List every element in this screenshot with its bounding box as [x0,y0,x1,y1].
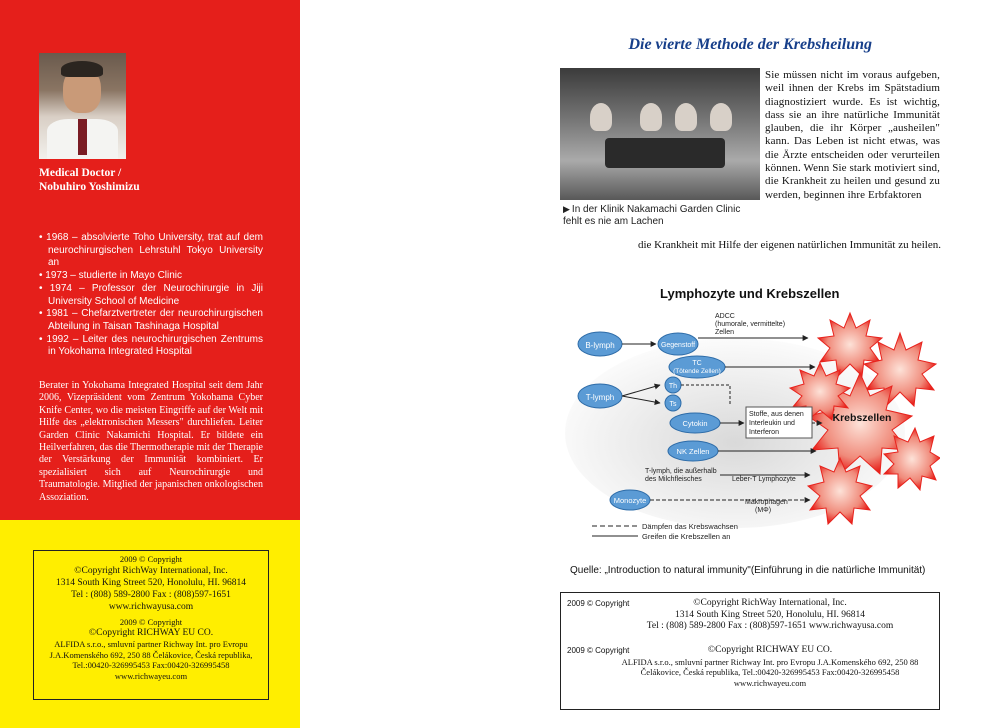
copyright-year: 2009 © Copyright [567,599,630,608]
copyright-line: 2009 © Copyright [119,616,183,627]
career-item: • 1968 – absolvierte Toho University, trat auf dem neurochirurgischen Lehrstuhl Tokyo University an [39,232,263,269]
doctor-title: Medical Doctor / [39,167,122,179]
diagram-title: Lymphozyte und Krebszellen [660,286,840,301]
cytokine-box-line: Stoffe, aus denen [749,411,804,418]
doctor-name: Nobuhiro Yoshimizu [39,181,140,193]
left-panel [0,0,300,728]
copyright-line: ©Copyright RICHWAY EU CO. [707,645,833,655]
copyright-line: ©Copyright RICHWAY EU CO. [88,628,214,638]
copyright-line: ©Copyright RichWay International, Inc. [693,598,847,608]
copyright-line: 1314 South King Street 520, Honolulu, HI. 96814 [675,609,865,620]
b-lymph-label: B-lymph [585,341,615,350]
t-lymph-outside-label: des Milchfleisches [645,476,702,483]
copyright-line: ©Copyright RichWay International, Inc. [74,565,228,576]
liver-t-label: Leber-T Lymphozyte [732,476,796,483]
nk-label: NK Zellen [676,447,710,456]
legend-solid-label: Greifen die Krebszellen an [642,532,731,541]
adcc-sublabel: Zellen [715,329,735,336]
ts-label: Ts [669,401,677,408]
career-item: • 1992 – Leiter des neurochirurgischen Zentrums in Yokohama Integrated Hospital [39,333,263,358]
copyright-line: www.richwayeu.com [114,670,188,681]
intro-last-line: die Krankheit mit Hilfe der eigenen natürlichen Immunität zu heilen. [637,239,941,251]
copyright-line: Tel : (808) 589-2800 Fax : (808)597-1651 [71,589,231,600]
copyright-line: Čelákovice, Česká republika, Tel.:00420-326995453 Fax:00420-326995458 [640,667,900,677]
copyright-line: 1314 South King Street 520, Honolulu, HI. 96814 [56,577,246,588]
copyright-line: ALFIDA s.r.o., smluvní partner Richway Int. pro Evropu J.A.Komenského 692, 250 88 [621,656,919,667]
cancer-cells-label: Krebszellen [832,412,892,424]
career-item: • 1973 – studierte in Mayo Clinic [39,270,183,282]
antibody-label: Gegenstoff [660,342,696,349]
cytokin-label: Cytokin [682,419,708,428]
copyright-box-left [33,550,269,700]
copyright-line: Tel : (808) 589-2800 Fax : (808)597-1651 www.richwayusa.com [646,621,894,631]
t-lymph-label: T-lymph [585,393,615,402]
portrait-tie [78,119,87,155]
page-title: Die vierte Methode der Krebsheilung [628,36,872,53]
bio-paragraph: Berater in Yokohama Integrated Hospital seit dem Jahr 2006, Vizepräsident vom Zentrum Yokohama Cyber Knife Center, wo die meisten Eingriffe auf der Welt mit Hilfe des „elektronischen Messers" durchliefen. Leiter Garden Clinic Nakamichi Hospital. Er bildete ein Heilverfahren, das die Thermotherapie mit der Therapie der Verstärkung der Immunität kombiniert. Er spezialisiert sich auf Neurochirurgie und Traumatologie. Mitglied der japanischen onkologischen Assoziation. [39,380,263,503]
copyright-line: www.richwayeu.com [733,677,807,688]
copyright-line: ALFIDA s.r.o., smluvní partner Richway Int. pro Evropu [54,639,248,649]
career-list [39,232,263,359]
caption-marker: ▶ [563,204,570,214]
th-label: Th [668,383,678,390]
monocyte-label: Monozyte [613,496,647,505]
doctor-heading [39,166,269,194]
intro-text: Sie müssen nicht im voraus aufgeben, weil ihnen der Krebs im Spätstadium diagnostiziert wurde. Es ist wichtig, dass sie an ihre natürliche Immunität glauben, die ihr Körper „ausheilen" kann. Das Leben ist nicht etwas, was die Ärzte entscheiden oder verurteilen können. Wenn Sie stark motiviert sind, die Krankheit zu heilen und gesund zu werden, beginnen ihre Erbfaktoren [765,69,940,201]
copyright-year: 2009 © Copyright [567,646,630,655]
copyright-line: 2009 © Copyright [119,554,183,564]
clinic-photo [560,68,760,200]
macrophage-sublabel: (MΦ) [755,507,772,514]
copyright-block-eu [601,645,939,688]
doctor-portrait [39,53,126,159]
caption-text: In der Klinik Nakamachi Garden Clinic fehlt es nie am Lachen [563,204,741,227]
t-lymph-outside-label: T-lymph, die außerhalb [645,468,717,475]
photo-person [640,103,662,131]
photo-person [710,103,732,131]
photo-table [605,138,725,168]
career-item: • 1981 – Chefarztvertreter der neurochirurgischen Abteilung in Taisan Tashinaga Hospital [39,308,263,332]
adcc-sublabel: (humorale, vermittelte) [715,321,786,328]
legend-dashed-label: Dämpfen das Krebswachsen [642,522,738,531]
copyright-line: J.A.Komenského 692, 250 88 Čelákovice, Česká republika, [49,649,253,660]
career-item: • 1974 – Professor der Neurochirurgie in Jiji University School of Medicine [39,282,263,307]
portrait-hair [61,61,103,77]
source-note: Quelle: „Introduction to natural immunity"(Einführung in die natürliche Immunität) [570,565,926,576]
photo-person [590,103,612,131]
tc-sublabel: (Tötende Zellen) [673,368,721,375]
cytokine-box-line: Interleukin und [749,420,795,427]
lymphocyte-diagram [560,278,940,548]
diagram-legend [592,522,738,541]
adcc-label: ADCC [715,313,735,320]
photo-caption [563,203,753,228]
copyright-box-right [560,592,940,710]
tc-label: TC [692,360,702,367]
macrophage-label: Makrophagen [745,499,788,506]
copyright-line: Tel.:00420-326995453 Fax:00420-326995458 [72,660,230,670]
copyright-line: www.richwayusa.com [108,601,194,612]
photo-person [675,103,697,131]
cytokine-box-line: Interferon [749,429,779,436]
copyright-block-us [601,598,939,633]
